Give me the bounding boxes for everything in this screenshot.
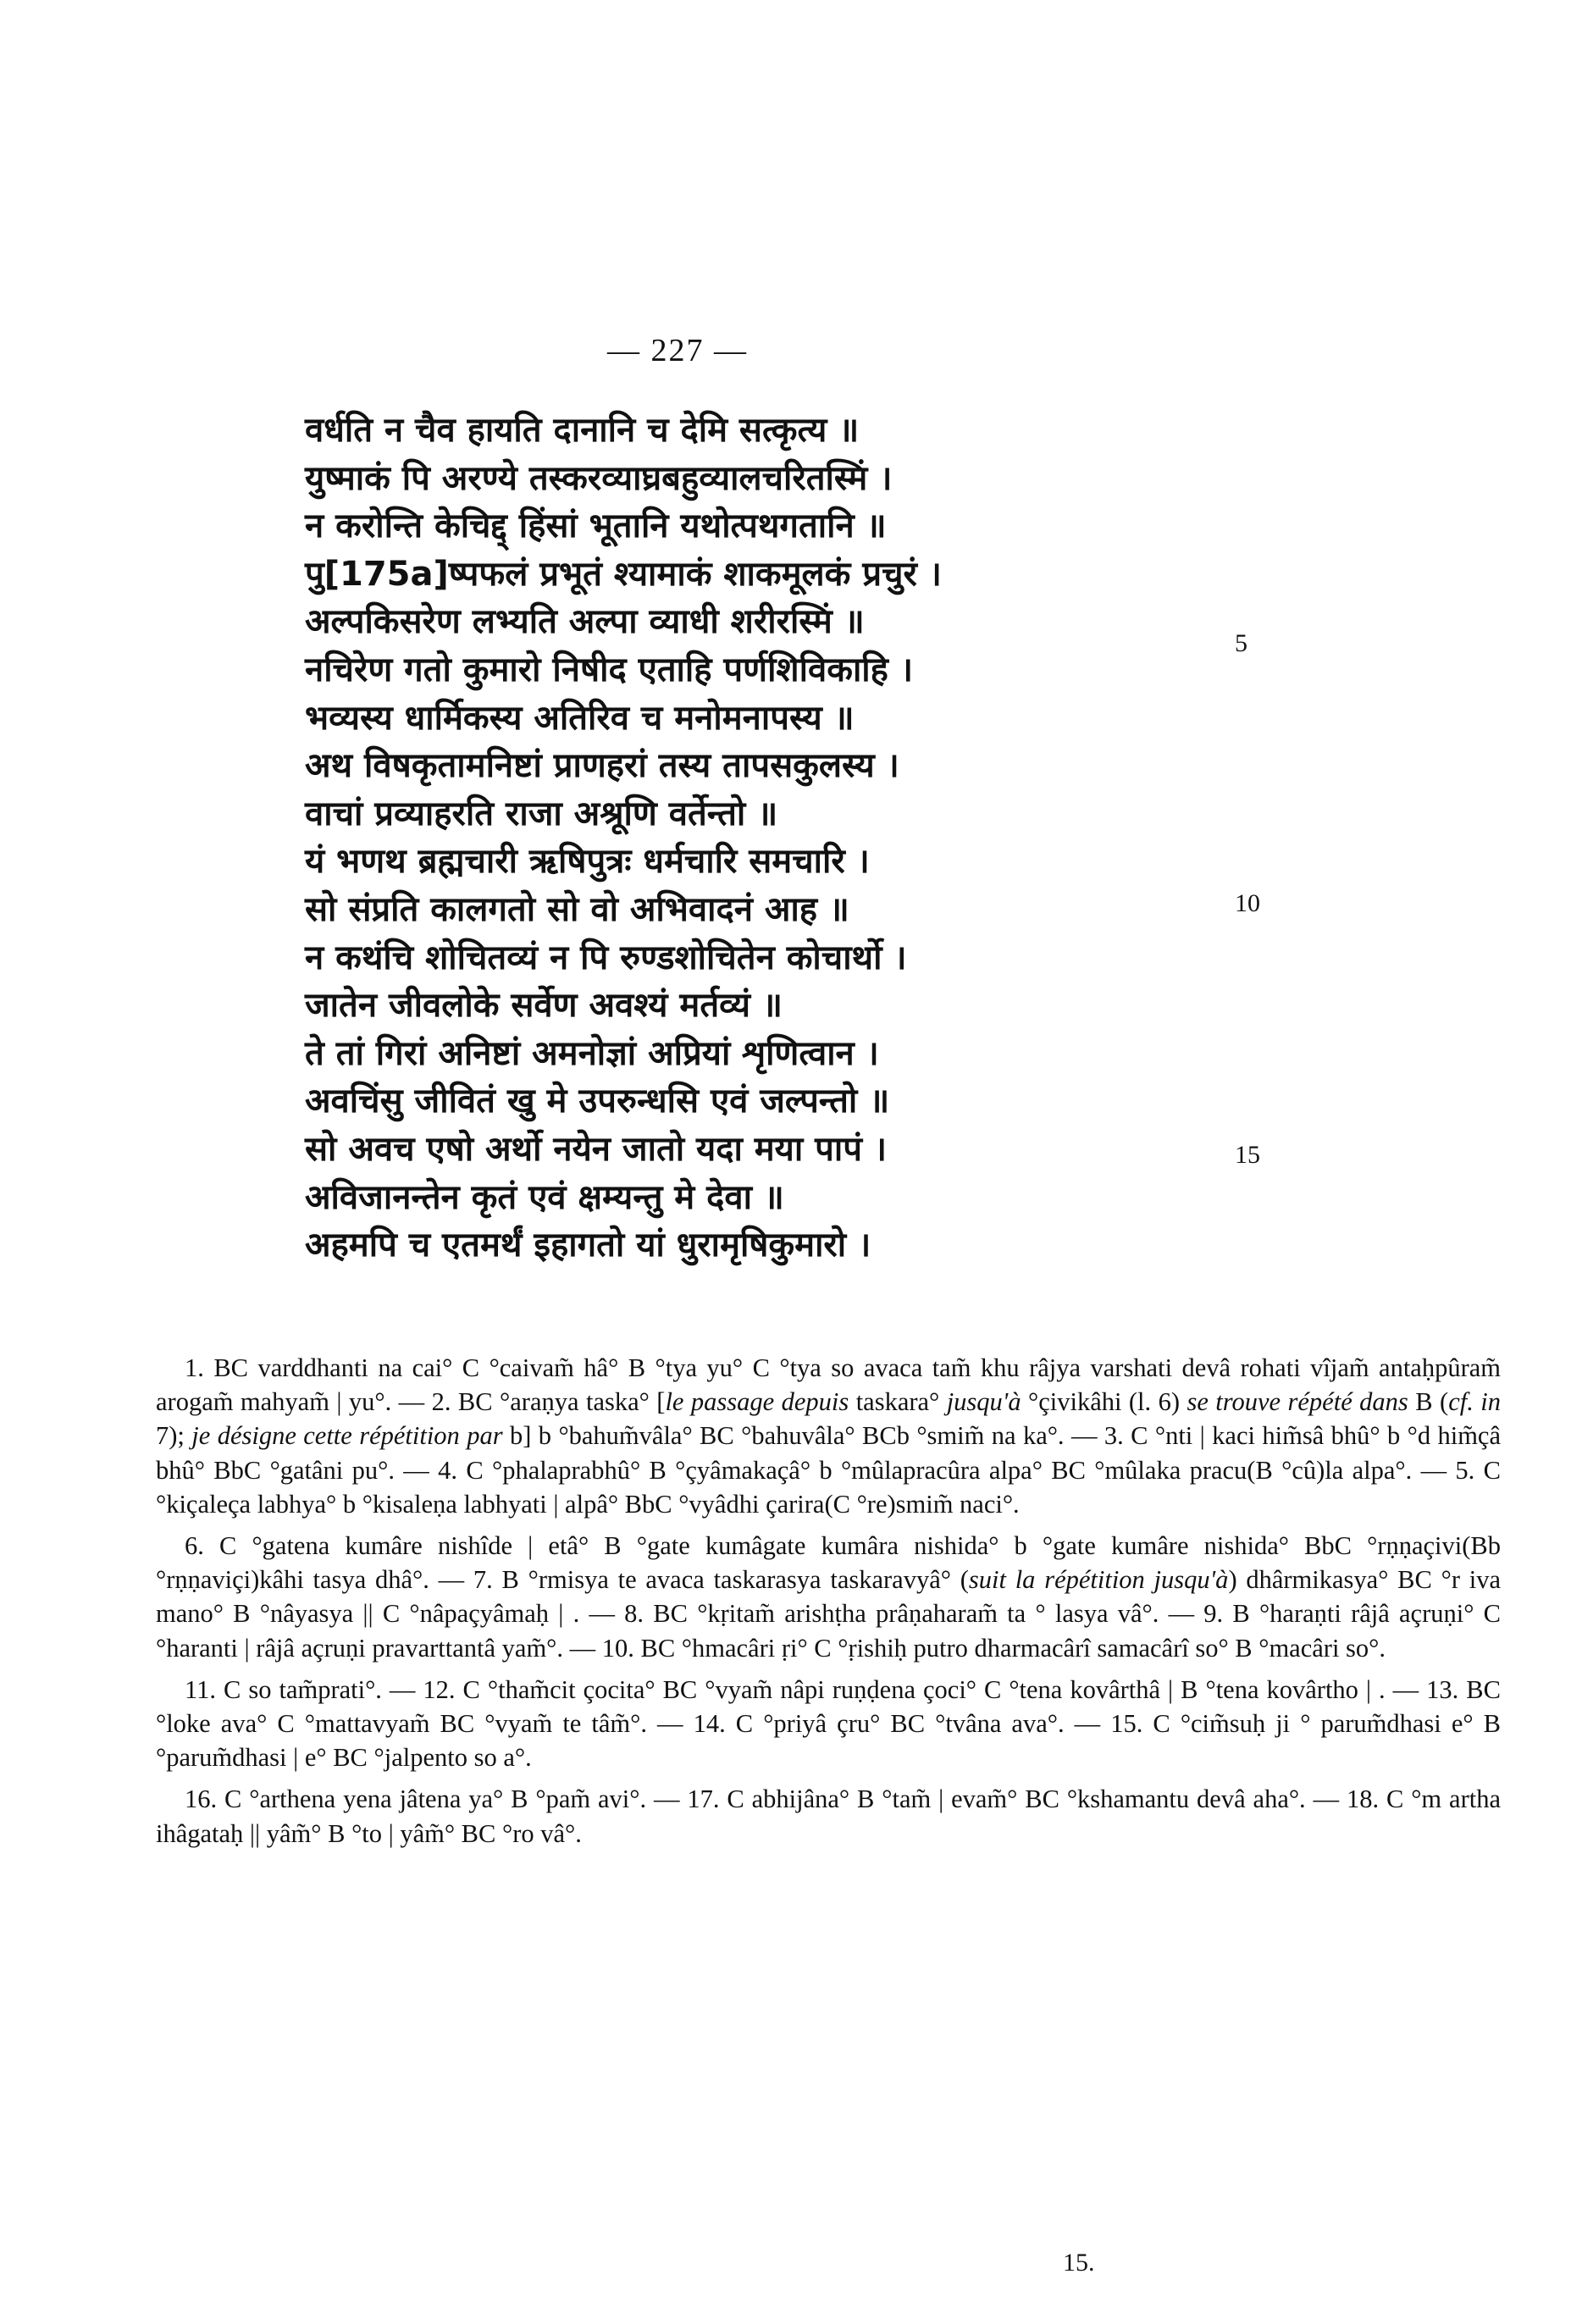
critical-apparatus <box>156 1351 1501 1858</box>
variant-reading: 7); <box>156 1421 192 1451</box>
line-number: 5 <box>1235 629 1247 657</box>
footnote-paragraph <box>156 1673 1501 1775</box>
verse-line: अथ विषकृतामनिष्टां प्राणहरां तस्य तापसकुलस्य । <box>305 746 899 786</box>
footnote-paragraph <box>156 1351 1501 1521</box>
verse-line: वाचां प्रव्याहरति राजा अश्रूणि वर्तेन्तो ॥ <box>305 794 778 833</box>
variant-reading: °çivikâhi (l. 6) <box>1021 1387 1187 1417</box>
variant-reading: 1. BC varddhanti na cai° C °caivam̃ hâ° B °tya yu° C °tya so avaca tam̃ khu râjya varshati devâ rohati vîjam̃ antaḥpûram̃ arogam̃ mahyam̃ | yu°. — 2. BC °araṇya taska° [ <box>156 1353 1501 1417</box>
variant-reading: 11. C so tam̃prati°. — 12. C °tham̃cit çocita° BC °vyam̃ nâpi ruṇḍena çoci° C °tena kovârthâ | B °tena kovârtho | . — 13. BC °loke ava° C °mattavyam̃ BC °vyam̃ te tâm̃°. — 14. C °priyâ çru° BC °tvâna ava°. — 15. C °cim̃suḥ ji ° parum̃dhasi e° B °parum̃dhasi | e° BC °jalpento so a°. <box>156 1674 1501 1773</box>
verse-line: अल्पकिसरेण लभ्यति अल्पा व्याधी शरीरस्मिं ॥ <box>305 602 865 642</box>
footnote-paragraph <box>156 1782 1501 1850</box>
verse-line: पु[175a]ष्पफलं प्रभूतं श्यामाकं शाकमूलकं प्रचुरं । <box>305 554 942 594</box>
verse-line: वर्धति न चैव हायति दानानि च देमि सत्कृत्य ॥ <box>305 411 860 450</box>
verse-line: भव्यस्य धार्मिकस्य अतिरिव च मनोमनापस्य ॥ <box>305 698 855 738</box>
verse-block <box>305 407 1236 1270</box>
editorial-remark: suit la répétition jusqu'à <box>968 1565 1229 1595</box>
variant-reading: B ( <box>1408 1387 1449 1417</box>
variant-reading: ) dhârmikasya° BC °r iva mano° B °nâyasya || C °nâpaçyâmaḥ | . — 8. BC °kṛitam̃ arishṭha prâṇaharam̃ ta ° lasya vâ°. — 9. B °haraṇti râjâ açruṇi° C °haranti | râjâ açruṇi pravarttantâ yam̃°. — 10. BC °hmacâri ṛi° C °ṛishiḥ putro dharmacârî samacârî so° B °macâri so°. <box>156 1565 1501 1663</box>
verse-line: अहमपि च एतमर्थं इहागतो यां धुरामृषिकुमारो । <box>305 1226 871 1265</box>
verse-line: न कथंचि शोचितव्यं न पि रुण्डशोचितेन कोचार्थो । <box>305 938 907 977</box>
signature-mark: 15. <box>1063 2249 1095 2277</box>
editorial-remark: cf. in <box>1448 1387 1501 1417</box>
verse-line: अवचिंसु जीवितं खु मे उपरुन्धसि एवं जल्पन्तो ॥ <box>305 1082 890 1121</box>
variant-reading: taskara° <box>849 1387 947 1417</box>
verse-line: न करोन्ति केचिद्द् हिंसां भूतानि यथोत्पथगतानि ॥ <box>305 506 887 546</box>
page-header: — 227 — <box>607 333 748 368</box>
verse-line: युष्माकं पि अरण्ये तस्करव्याघ्रबहुव्यालचरितस्मिं । <box>305 458 893 498</box>
line-number: 15 <box>1235 1141 1260 1169</box>
verse-line: सो संप्रति कालगतो सो वो अभिवादनं आह ॥ <box>305 889 849 929</box>
editorial-remark: se trouve répété dans <box>1187 1387 1408 1417</box>
variant-reading: b] b °bahum̃vâla° BC °bahuvâla° BCb °smim̃ na ka°. — 3. C °nti | kaci him̃sâ bhû° b °d him̃çâ bhû° BbC °gatâni pu°. — 4. C °phalaprabhû° B °çyâmakaçâ° b °mûlapracûra alpa° BC °mûlaka pracu(B °cû)la alpa°. — 5. C °kiçaleça labhya° b °kisaleṇa labhyati | alpâ° BbC °vyâdhi çarira(C °re)smim̃ naci°. <box>156 1421 1501 1519</box>
variant-reading: 16. C °arthena yena jâtena ya° B °pam̃ avi°. — 17. C abhijâna° B °tam̃ | evam̃° BC °kshamantu devâ aha°. — 18. C °m artha ihâgataḥ || yâm̃° B °to | yâm̃° BC °ro vâ°. <box>156 1784 1501 1848</box>
editorial-remark: jusqu'à <box>946 1387 1021 1417</box>
verse-line: यं भणथ ब्रह्मचारी ऋषिपुत्रः धर्मचारि समचारि । <box>305 842 870 882</box>
line-number: 10 <box>1235 889 1260 917</box>
footnote-paragraph <box>156 1529 1501 1665</box>
variant-reading: 6. C °gatena kumâre nishîde | etâ° B °gate kumâgate kumâra nishida° b °gate kumâre nishida° BbC °rṇṇaçivi(Bb °rṇṇaviçi)kâhi tasya dhâ°. — 7. B °rmisya te avaca taskarasya taskaravyâ° ( <box>156 1531 1501 1595</box>
verse-line: सो अवच एषो अर्थो नयेन जातो यदा मया पापं । <box>305 1129 888 1169</box>
verse-line: नचिरेण गतो कुमारो निषीद एताहि पर्णशिविकाहि । <box>305 650 913 689</box>
verse-line: जातेन जीवलोके सर्वेण अवश्यं मर्तव्यं ॥ <box>305 986 783 1026</box>
editorial-remark: le passage depuis <box>665 1387 849 1417</box>
editorial-remark: je désigne cette répétition par <box>191 1421 503 1451</box>
verse-line: ते तां गिरां अनिष्टां अमनोज्ञां अप्रियां शृणित्वान । <box>305 1033 879 1073</box>
verse-line: अविजानन्तेन कृतं एवं क्षम्यन्तु मे देवा ॥ <box>305 1177 784 1217</box>
